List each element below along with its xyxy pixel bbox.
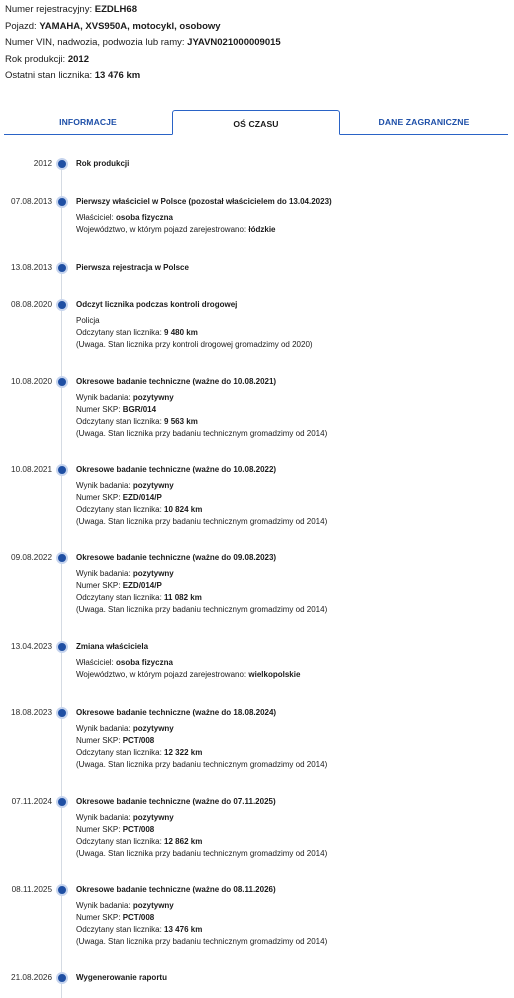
timeline-dot-icon — [56, 262, 68, 274]
detail-label: Odczytany stan licznika: — [76, 925, 165, 934]
timeline-details — [76, 392, 506, 440]
detail-value: pozytywny — [132, 569, 174, 578]
detail-label: Wynik badania: — [76, 393, 133, 402]
timeline-detail-row — [76, 404, 506, 416]
detail-label: Odczytany stan licznika: — [76, 593, 165, 602]
timeline-detail-row — [76, 824, 506, 836]
vehicle-model: Pojazd: YAMAHA, XVS950A, motocykl, osobowy — [5, 20, 221, 32]
vehicle-summary — [5, 2, 281, 85]
timeline-title: Pierwsza rejestracja w Polsce — [76, 263, 189, 272]
timeline-dot-icon — [56, 884, 68, 896]
timeline-title: Wygenerowanie raportu — [76, 973, 167, 982]
timeline-detail-row — [76, 212, 506, 224]
timeline-detail-row — [76, 416, 506, 428]
timeline-title: Okresowe badanie techniczne (ważne do 07.11.2025) — [76, 797, 276, 806]
timeline-title: Okresowe badanie techniczne (ważne do 10.08.2022) — [76, 465, 277, 474]
timeline-detail-row — [76, 516, 506, 528]
timeline-date: 08.08.2020 — [11, 300, 52, 309]
detail-label: Numer SKP: — [76, 736, 123, 745]
timeline-details — [76, 315, 506, 351]
timeline-dot-icon — [56, 464, 68, 476]
timeline-detail-row — [76, 480, 506, 492]
timeline-detail-row — [76, 568, 506, 580]
timeline-detail-row — [76, 315, 506, 327]
timeline-date: 13.04.2023 — [11, 642, 52, 651]
detail-label: Województwo, w którym pojazd zarejestrowano: — [76, 670, 249, 679]
timeline-content — [76, 464, 506, 528]
detail-label: Numer SKP: — [76, 581, 123, 590]
timeline-date: 07.11.2024 — [11, 797, 52, 806]
timeline-content — [76, 262, 506, 274]
timeline-details — [76, 900, 506, 948]
timeline-dot-icon — [56, 552, 68, 564]
detail-value: 10 824 km — [164, 505, 203, 514]
timeline-detail-row — [76, 936, 506, 948]
detail-value: 11 082 km — [164, 593, 202, 602]
detail-label: Wynik badania: — [76, 481, 133, 490]
detail-label: Numer SKP: — [76, 493, 123, 502]
timeline-details — [76, 568, 506, 616]
timeline-content — [76, 376, 506, 440]
detail-label: Wynik badania: — [76, 901, 133, 910]
timeline-date: 21.08.2026 — [11, 973, 52, 982]
timeline-date: 2012 — [33, 159, 52, 168]
detail-label: Województwo, w którym pojazd zarejestrowano: — [76, 225, 249, 234]
timeline-date: 13.08.2013 — [11, 263, 52, 272]
timeline-dot-icon — [56, 196, 68, 208]
detail-value: osoba fizyczna — [116, 213, 173, 222]
timeline-title: Odczyt licznika podczas kontroli drogowej — [76, 300, 238, 309]
production-year: Rok produkcji: 2012 — [5, 53, 89, 65]
timeline-detail-row — [76, 224, 506, 236]
detail-value: 12 862 km — [164, 837, 203, 846]
detail-label: (Uwaga. Stan licznika przy badaniu technicznym gromadzimy od 2014) — [76, 760, 328, 769]
detail-label: Odczytany stan licznika: — [76, 505, 165, 514]
detail-label: Właściciel: — [76, 658, 117, 667]
timeline-detail-row — [76, 812, 506, 824]
detail-value: pozytywny — [132, 481, 174, 490]
timeline-details — [76, 723, 506, 771]
timeline-content — [76, 796, 506, 860]
detail-value: 9 480 km — [164, 328, 198, 337]
detail-label: (Uwaga. Stan licznika przy badaniu technicznym gromadzimy od 2014) — [76, 517, 328, 526]
tab-os-czasu[interactable]: OŚ CZASU — [172, 110, 340, 135]
detail-label: Numer SKP: — [76, 825, 123, 834]
detail-label: (Uwaga. Stan licznika przy badaniu technicznym gromadzimy od 2014) — [76, 605, 328, 614]
detail-value: pozytywny — [132, 393, 174, 402]
timeline-title: Okresowe badanie techniczne (ważne do 09.08.2023) — [76, 553, 277, 562]
detail-label: Policja — [76, 316, 100, 325]
detail-label: Wynik badania: — [76, 724, 133, 733]
detail-label: Odczytany stan licznika: — [76, 837, 165, 846]
odometer-reading: Ostatni stan licznika: 13 476 km — [5, 70, 141, 81]
detail-value: wielkopolskie — [248, 670, 301, 679]
timeline-detail-row — [76, 339, 506, 351]
timeline-content — [76, 299, 506, 351]
detail-value: pozytywny — [132, 813, 174, 822]
timeline-details — [76, 212, 506, 236]
timeline-detail-row — [76, 836, 506, 848]
timeline-dot-icon — [56, 158, 68, 170]
detail-label: Wynik badania: — [76, 813, 133, 822]
detail-label: Odczytany stan licznika: — [76, 748, 165, 757]
timeline-title: Okresowe badanie techniczne (ważne do 08.11.2026) — [76, 885, 276, 894]
detail-label: (Uwaga. Stan licznika przy badaniu technicznym gromadzimy od 2014) — [76, 937, 328, 946]
timeline-detail-row — [76, 580, 506, 592]
timeline-detail-row — [76, 924, 506, 936]
detail-value: 12 322 km — [164, 748, 203, 757]
timeline-content — [76, 552, 506, 616]
timeline-dot-icon — [56, 796, 68, 808]
timeline-date: 07.08.2013 — [11, 197, 52, 206]
tab-dane-zagraniczne[interactable]: DANE ZAGRANICZNE — [378, 117, 470, 127]
timeline-detail-row — [76, 504, 506, 516]
timeline-content — [76, 641, 506, 681]
detail-label: (Uwaga. Stan licznika przy kontroli drogowej gromadzimy od 2020) — [76, 340, 313, 349]
detail-label: Numer SKP: — [76, 913, 123, 922]
timeline-date: 10.08.2020 — [11, 377, 52, 386]
detail-value: łódzkie — [248, 225, 276, 234]
timeline-title: Zmiana właściciela — [76, 642, 149, 651]
timeline-detail-row — [76, 327, 506, 339]
timeline-detail-row — [76, 592, 506, 604]
timeline-content — [76, 972, 506, 984]
timeline-title: Pierwszy właściciel w Polsce (pozostał właścicielem do 13.04.2023) — [76, 197, 332, 206]
timeline-dot-icon — [56, 707, 68, 719]
timeline-detail-row — [76, 759, 506, 771]
timeline-content — [76, 707, 506, 771]
detail-value: PCT/008 — [122, 736, 155, 745]
timeline-detail-row — [76, 669, 506, 681]
detail-label: Wynik badania: — [76, 569, 133, 578]
detail-value: pozytywny — [132, 901, 174, 910]
timeline-detail-row — [76, 735, 506, 747]
timeline-detail-row — [76, 723, 506, 735]
registration-number: Numer rejestracyjny: EZDLH68 — [5, 4, 137, 15]
timeline-detail-row — [76, 912, 506, 924]
tab-bar — [4, 110, 508, 135]
detail-value: EZD/014/P — [122, 581, 162, 590]
tab-informacje[interactable]: INFORMACJE — [59, 117, 117, 127]
timeline-dot-icon — [56, 641, 68, 653]
timeline-details — [76, 657, 506, 681]
detail-value: 9 563 km — [164, 417, 198, 426]
timeline-title: Rok produkcji — [76, 159, 130, 168]
detail-label: Właściciel: — [76, 213, 117, 222]
timeline-content — [76, 158, 506, 170]
timeline-detail-row — [76, 900, 506, 912]
detail-value: BGR/014 — [122, 405, 157, 414]
timeline-dot-icon — [56, 972, 68, 984]
timeline-date: 18.08.2023 — [11, 708, 52, 717]
timeline-title: Okresowe badanie techniczne (ważne do 10.08.2021) — [76, 377, 277, 386]
timeline-line — [61, 158, 62, 998]
detail-value: pozytywny — [132, 724, 174, 733]
timeline-date: 09.08.2022 — [11, 553, 52, 562]
timeline-details — [76, 480, 506, 528]
detail-value: PCT/008 — [122, 913, 155, 922]
vin-number: Numer VIN, nadwozia, podwozia lub ramy: JYAVN021000009015 — [5, 37, 281, 48]
timeline-date: 10.08.2021 — [11, 465, 52, 474]
timeline-content — [76, 884, 506, 948]
timeline-detail-row — [76, 492, 506, 504]
detail-label: (Uwaga. Stan licznika przy badaniu technicznym gromadzimy od 2014) — [76, 849, 328, 858]
detail-value: EZD/014/P — [122, 493, 162, 502]
timeline-details — [76, 812, 506, 860]
timeline-dot-icon — [56, 299, 68, 311]
timeline-date: 08.11.2025 — [11, 885, 52, 894]
timeline-detail-row — [76, 848, 506, 860]
timeline-dot-icon — [56, 376, 68, 388]
timeline-detail-row — [76, 657, 506, 669]
detail-value: 13 476 km — [164, 925, 203, 934]
timeline-detail-row — [76, 428, 506, 440]
timeline-title: Okresowe badanie techniczne (ważne do 18.08.2024) — [76, 708, 277, 717]
timeline-detail-row — [76, 392, 506, 404]
detail-label: Odczytany stan licznika: — [76, 417, 165, 426]
timeline-detail-row — [76, 604, 506, 616]
detail-value: osoba fizyczna — [116, 658, 173, 667]
detail-label: Numer SKP: — [76, 405, 123, 414]
detail-label: (Uwaga. Stan licznika przy badaniu technicznym gromadzimy od 2014) — [76, 429, 328, 438]
timeline-detail-row — [76, 747, 506, 759]
detail-value: PCT/008 — [122, 825, 155, 834]
detail-label: Odczytany stan licznika: — [76, 328, 165, 337]
timeline-content — [76, 196, 506, 236]
